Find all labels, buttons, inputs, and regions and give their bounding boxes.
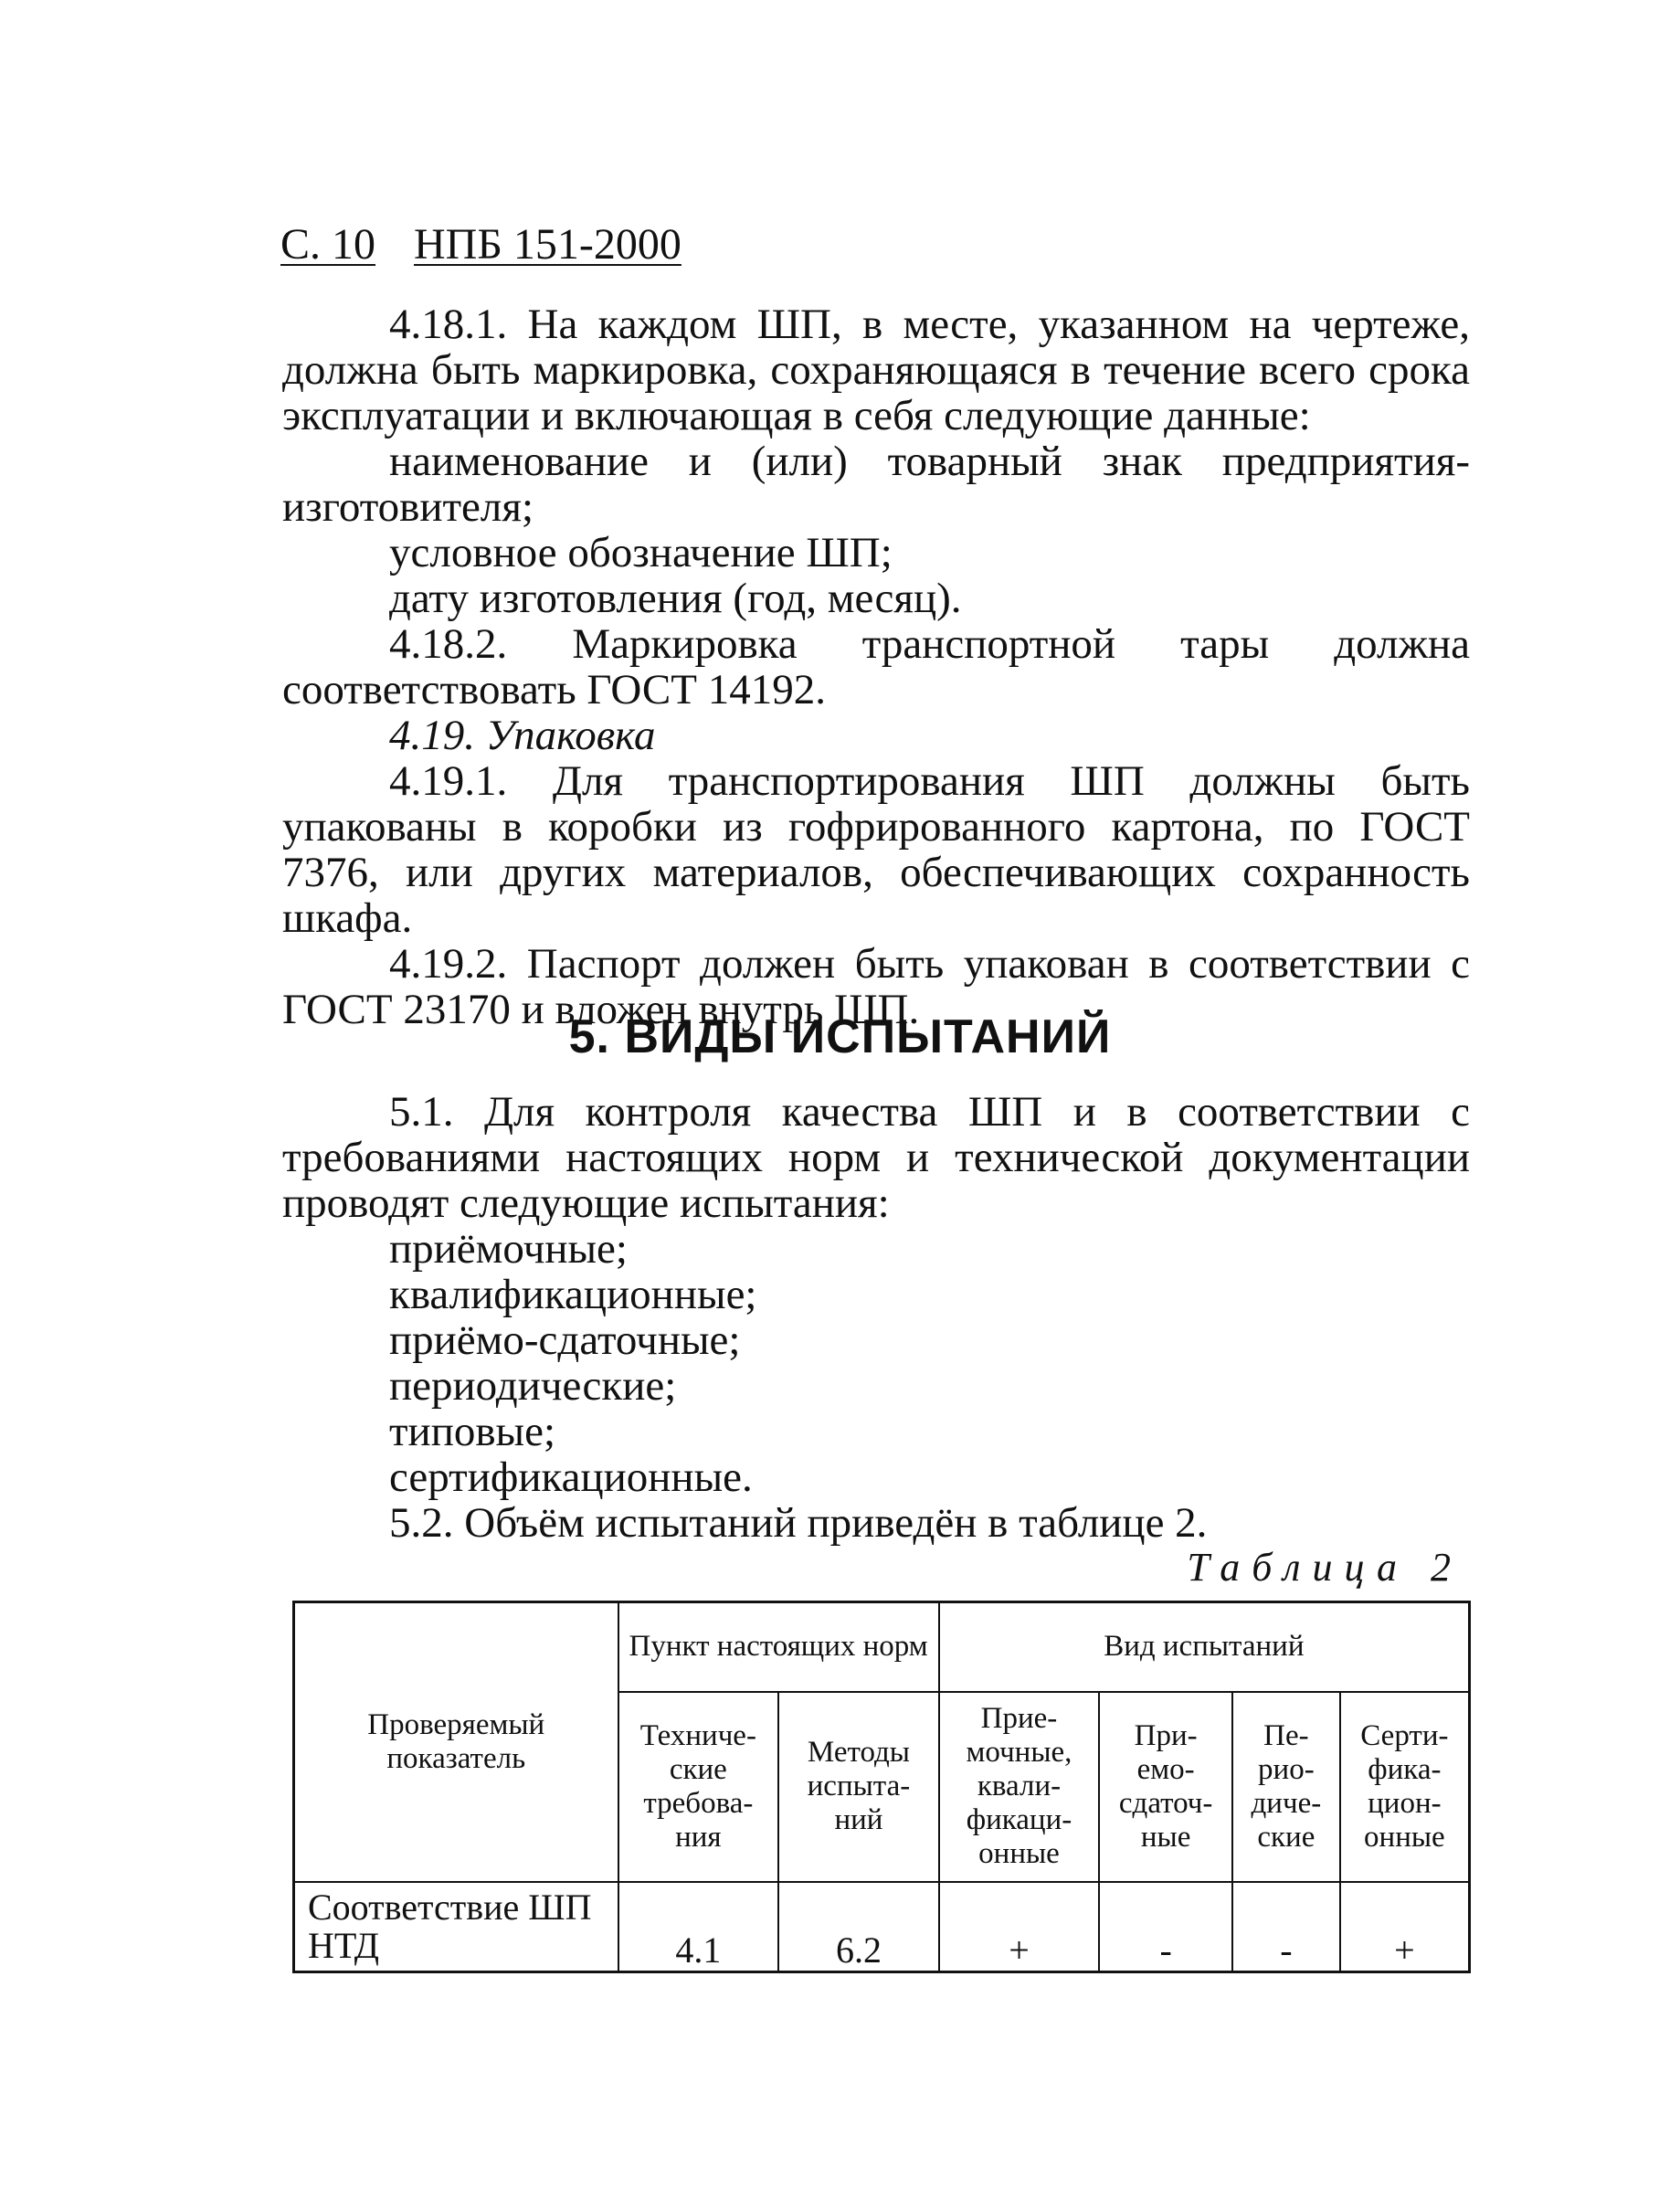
- column-header-certification: Серти-фика-цион-онные: [1340, 1692, 1470, 1882]
- page-number: С. 10: [280, 220, 376, 269]
- table-row: [294, 1882, 1470, 1972]
- table-header-row: [294, 1602, 1470, 1692]
- list-item: квалификационные;: [389, 1271, 757, 1318]
- paragraph-4-18-1: 4.18.1. На каждом ШП, в месте, указанном на чертеже, должна быть маркировка, сохраняющаяся в течение всего срока эксплуатации и включающая в себя следующие данные:: [282, 301, 1470, 439]
- paragraph-4-19-1: 4.19.1. Для транспортирования ШП должны быть упакованы в коробки из гофрированного картона, по ГОСТ 7376, или других материалов, обеспечивающих сохранность шкафа.: [282, 757, 1470, 942]
- list-item: приёмочные;: [389, 1225, 628, 1273]
- tests-section: [282, 1089, 1470, 1546]
- tests-table: [292, 1601, 1471, 1973]
- column-header-periodic: Пе-рио-диче-ские: [1232, 1692, 1340, 1882]
- column-group-norms: Пункт настоящих норм: [618, 1602, 939, 1692]
- list-item: условное обозначение ШП;: [389, 529, 893, 576]
- table-cell: -: [1232, 1882, 1340, 1972]
- paragraph-5-2: 5.2. Объём испытаний приведён в таблице 2.: [389, 1499, 1208, 1547]
- paragraph-4-18-2: 4.18.2. Маркировка транспортной тары должна соответствовать ГОСТ 14192.: [282, 620, 1470, 713]
- table-cell: +: [939, 1882, 1100, 1972]
- page-header: [280, 219, 682, 270]
- subsection-title-4-19: 4.19. Упаковка: [389, 712, 656, 759]
- column-header-requirements: Техниче-ские требова-ния: [618, 1692, 779, 1882]
- table-cell: -: [1099, 1882, 1232, 1972]
- list-item: сертификационные.: [389, 1453, 753, 1501]
- paragraph-4-19-2: 4.19.2. Паспорт должен быть упакован в соответствии с ГОСТ 23170 и вложен внутрь ШП.: [282, 940, 1470, 1033]
- list-item: наименование и (или) товарный знак предприятия-изготовителя;: [282, 438, 1470, 531]
- column-group-tests: Вид испытаний: [939, 1602, 1470, 1692]
- table-cell-parameter: Соответствие ШП НТД: [294, 1882, 618, 1972]
- paragraph-5-1: 5.1. Для контроля качества ШП и в соответствии с требованиями настоящих норм и технической документации проводят следующие испытания:: [282, 1088, 1470, 1227]
- list-item: приёмо-сдаточные;: [389, 1316, 741, 1364]
- column-header-delivery: При-емо-сдаточ-ные: [1099, 1692, 1232, 1882]
- column-header-acceptance: Прие-мочные, квали-фикаци-онные: [939, 1692, 1100, 1882]
- table-cell: 4.1: [618, 1882, 779, 1972]
- column-header-parameter: Проверяемый показатель: [294, 1602, 618, 1882]
- list-item: дату изготовления (год, месяц).: [389, 575, 962, 622]
- marking-section: [282, 301, 1470, 1032]
- document-code: НПБ 151-2000: [414, 220, 682, 269]
- column-header-methods: Методы испыта-ний: [778, 1692, 939, 1882]
- table-cell: 6.2: [778, 1882, 939, 1972]
- table-cell: +: [1340, 1882, 1470, 1972]
- section-heading: 5. ВИДЫ ИСПЫТАНИЙ: [568, 1010, 1112, 1063]
- list-item: периодические;: [389, 1362, 677, 1410]
- list-item: типовые;: [389, 1408, 556, 1455]
- table-caption: Таблица 2: [1187, 1545, 1463, 1590]
